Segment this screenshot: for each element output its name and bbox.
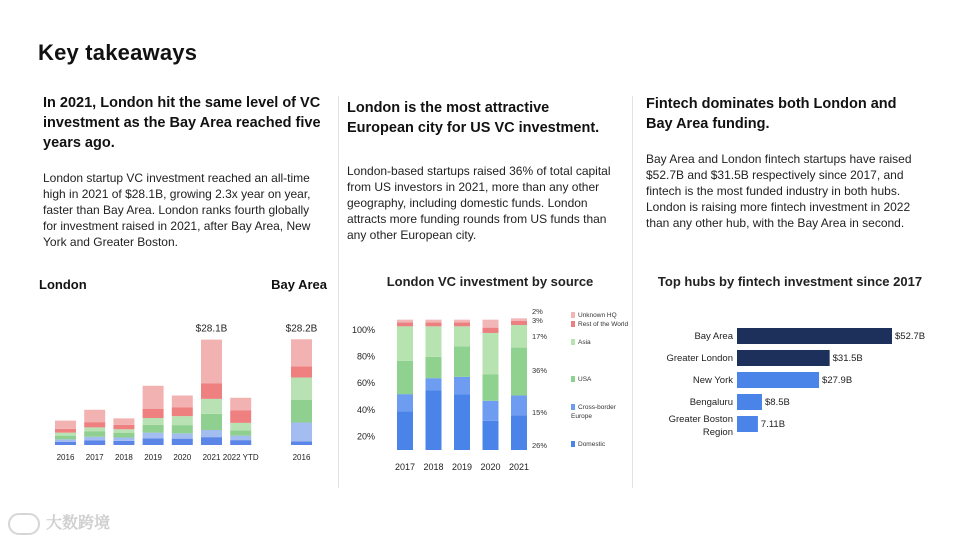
london-bar-2021-segment-0	[201, 437, 222, 445]
source-bar-2019-domestic	[454, 394, 470, 450]
london-x-label: 2021	[202, 453, 221, 462]
legend-swatch-asia	[571, 339, 575, 345]
bay-area-bar-segment-2	[291, 400, 312, 423]
fintech-category-label: Bengaluru	[689, 397, 733, 408]
source-x-label: 2017	[394, 462, 416, 472]
annotation-london-2021: $28.1B	[195, 323, 228, 335]
fintech-category-label: Bay Area	[694, 331, 733, 342]
legend-label: Unknown HQ	[578, 312, 617, 319]
source-bar-2017-asia	[397, 326, 413, 361]
fintech-bar-bay-area	[737, 328, 892, 344]
col1-heading: In 2021, London hit the same level of VC investment as the Bay Area reached five years ago.	[43, 95, 321, 151]
fintech-value-label: $52.7B	[895, 331, 926, 342]
london-bar-2021-segment-4	[201, 384, 222, 399]
fintech-category-label: New York	[692, 375, 733, 386]
col2-heading: London is the most attractive European city for US VC investment.	[347, 100, 600, 136]
fintech-value-label: $31.5B	[832, 353, 863, 364]
legend-label: Cross-border	[578, 404, 616, 411]
source-bar-2017-usa	[397, 361, 413, 394]
bay-area-bar-segment-3	[291, 378, 312, 401]
london-bar-2019-segment-1	[143, 433, 164, 439]
annotation-bay-area: $28.2B	[285, 323, 318, 335]
chart-title-london: London	[39, 277, 87, 292]
source-bar-2021-usa	[511, 348, 527, 396]
watermark-text: 大数跨境	[46, 515, 111, 532]
london-bar-2018-segment-0	[113, 441, 134, 445]
london-x-label: 2019	[144, 453, 162, 462]
source-bar-2020-cross-border-europe	[483, 401, 499, 421]
london-bar-2018-segment-4	[113, 425, 134, 430]
legend-swatch-usa	[571, 376, 575, 382]
london-bar-2021-segment-2	[201, 414, 222, 430]
chart-title-bay-area: Bay Area	[271, 277, 327, 292]
source-bar-2018-rest-of-the-world	[426, 322, 442, 326]
source-bar-2019-unknown-hq	[454, 320, 470, 323]
london-bar-2016-segment-5	[55, 421, 76, 429]
london-bar-2016-segment-4	[55, 429, 76, 433]
fintech-value-label: $8.5B	[765, 397, 790, 408]
london-bar-2016-segment-1	[55, 439, 76, 442]
source-bar-2017-rest-of-the-world	[397, 322, 413, 326]
source-y-tick: 20%	[356, 431, 375, 442]
fintech-category-label: Region	[702, 427, 733, 438]
legend-label: Domestic	[578, 441, 606, 448]
chart-title-source: London VC investment by source	[386, 274, 594, 289]
bay-area-bar-segment-4	[291, 366, 312, 377]
watermark-logo-icon	[8, 513, 40, 535]
source-bar-2018-usa	[426, 357, 442, 378]
london-bar-2022-YTD-segment-4	[230, 411, 251, 423]
source-x-label: 2019	[451, 462, 473, 472]
source-x-label: 2020	[480, 462, 501, 472]
source-bar-2020-asia	[483, 333, 499, 374]
bay-area-x-label: 2016	[292, 453, 311, 462]
source-bar-2018-cross-border-europe	[426, 378, 442, 390]
london-vc-source-chart	[345, 270, 630, 480]
legend-swatch-unknown-hq	[571, 312, 575, 318]
london-bar-2021-segment-1	[201, 430, 222, 437]
fintech-bar-greater-boston-region	[737, 416, 758, 432]
london-bar-2020-segment-4	[172, 408, 193, 417]
col3-body: Bay Area and London fintech startups have raised $52.7B and $31.5B respectively since 2017, and fintech is the most funded industry in both hubs. London is raising more fintech investment in 2022 than any other hub, with the Bay Area in second.	[646, 152, 912, 230]
page-title: Key takeaways	[38, 40, 198, 65]
london-bar-2022-YTD-segment-2	[230, 430, 251, 435]
source-bar-2018-unknown-hq	[426, 320, 442, 323]
fintech-hubs-chart	[640, 270, 955, 450]
london-bar-2021-segment-5	[201, 340, 222, 384]
london-bar-2017-segment-4	[84, 422, 105, 427]
london-bar-2022-YTD-segment-3	[230, 423, 251, 431]
source-2021-percent-label: 17%	[532, 332, 548, 341]
london-bar-2016-segment-0	[55, 442, 76, 445]
source-bar-2020-domestic	[483, 421, 499, 450]
source-bar-2017-domestic	[397, 411, 413, 450]
london-bar-2020-segment-3	[172, 416, 193, 425]
source-2021-percent-label: 3%	[532, 316, 543, 325]
source-bar-2021-domestic	[511, 415, 527, 450]
fintech-bar-new-york	[737, 372, 819, 388]
london-bar-2022-YTD-segment-1	[230, 436, 251, 441]
source-bar-2017-cross-border-europe	[397, 394, 413, 411]
london-bar-2019-segment-2	[143, 425, 164, 433]
source-2021-percent-label: 2%	[532, 307, 543, 316]
london-bar-2018-segment-1	[113, 438, 134, 441]
london-bar-2016-segment-2	[55, 436, 76, 440]
source-bar-2017-unknown-hq	[397, 320, 413, 323]
source-x-label: 2018	[423, 462, 444, 472]
bay-area-bar-segment-0	[291, 441, 312, 445]
source-y-tick: 40%	[356, 404, 375, 415]
source-2021-percent-label: 15%	[532, 408, 548, 417]
london-bar-2017-segment-1	[84, 437, 105, 441]
watermark	[8, 510, 110, 535]
legend-label: Asia	[578, 339, 591, 346]
london-bar-2019-segment-0	[143, 438, 164, 445]
london-bar-2020-segment-1	[172, 433, 193, 438]
london-bar-2019-segment-4	[143, 409, 164, 418]
fintech-category-label: Greater Boston	[668, 414, 733, 425]
col1-body: London startup VC investment reached an all-time high in 2021 of $28.1B, growing 2.3x year on year, faster than Bay Area. London ranks fourth globally for investment raised in 2021, after Bay Area, New York and Greater Boston.	[43, 171, 311, 249]
source-y-tick: 100%	[351, 325, 375, 335]
col3-heading: Fintech dominates both London and Bay Area funding.	[646, 96, 897, 132]
london-bar-2019-segment-5	[143, 386, 164, 409]
source-2021-percent-label: 36%	[532, 366, 548, 375]
london-bar-2018-segment-5	[113, 418, 134, 424]
london-bar-2021-segment-3	[201, 399, 222, 414]
legend-swatch-domestic	[571, 441, 575, 447]
col2-body: London-based startups raised 36% of total capital from US investors in 2021, more than any other geography, including domestic funds. London attracts more funding rounds from US funds than any other European city.	[347, 164, 611, 242]
london-bar-2020-segment-2	[172, 425, 193, 433]
column-divider-1	[338, 96, 339, 488]
source-bar-2020-rest-of-the-world	[483, 328, 499, 333]
source-x-label: 2021	[508, 462, 530, 472]
source-y-tick: 80%	[356, 351, 375, 362]
london-bar-2020-segment-0	[172, 439, 193, 445]
fintech-value-label: 7.11B	[760, 419, 786, 430]
fintech-value-label: $27.9B	[822, 375, 853, 386]
london-bar-2017-segment-5	[84, 410, 105, 422]
london-bar-2017-segment-0	[84, 441, 105, 446]
column-divider-2	[632, 96, 633, 488]
source-2021-percent-label: 26%	[532, 441, 548, 450]
london-bar-2022-YTD-segment-5	[230, 398, 251, 411]
fintech-bar-bengaluru	[737, 394, 762, 410]
london-bar-2017-segment-2	[84, 432, 105, 437]
source-bar-2020-usa	[483, 374, 499, 401]
london-x-label: 2018	[115, 453, 133, 462]
source-bar-2021-asia	[511, 325, 527, 348]
source-bar-2020-unknown-hq	[483, 320, 499, 328]
london-bar-2022-YTD-segment-0	[230, 440, 251, 445]
london-bar-2017-segment-3	[84, 427, 105, 431]
london-bar-2018-segment-2	[113, 433, 134, 438]
source-bar-2018-domestic	[426, 390, 442, 450]
london-bayarea-chart	[30, 270, 335, 470]
london-bar-2020-segment-5	[172, 396, 193, 408]
bay-area-bar-segment-1	[291, 423, 312, 442]
london-x-label: 2020	[173, 453, 192, 462]
source-bar-2021-unknown-hq	[511, 318, 527, 321]
source-bar-2019-rest-of-the-world	[454, 322, 470, 326]
source-bar-2019-asia	[454, 326, 470, 346]
london-x-label: 2017	[85, 453, 104, 462]
london-bar-2019-segment-3	[143, 418, 164, 425]
legend-label: Europe	[571, 413, 592, 420]
bay-area-bar-segment-5	[291, 339, 312, 366]
legend-swatch-rest-of-the-world	[571, 321, 575, 327]
london-bar-2016-segment-3	[55, 433, 76, 436]
legend-swatch-cross-border-europe	[571, 404, 575, 410]
source-bar-2021-cross-border-europe	[511, 395, 527, 415]
london-x-label: 2022 YTD	[222, 453, 259, 462]
london-x-label: 2016	[56, 453, 75, 462]
source-y-tick: 60%	[356, 378, 375, 389]
london-bar-2018-segment-3	[113, 429, 134, 433]
source-bar-2018-asia	[426, 326, 442, 357]
legend-label: USA	[578, 376, 592, 383]
fintech-category-label: Greater London	[666, 353, 733, 364]
source-bar-2019-usa	[454, 346, 470, 377]
fintech-bar-greater-london	[737, 350, 830, 366]
source-bar-2019-cross-border-europe	[454, 377, 470, 394]
chart-title-fintech: Top hubs by fintech investment since 2017	[657, 274, 923, 289]
legend-label: Rest of the World	[578, 321, 629, 328]
source-bar-2021-rest-of-the-world	[511, 321, 527, 325]
